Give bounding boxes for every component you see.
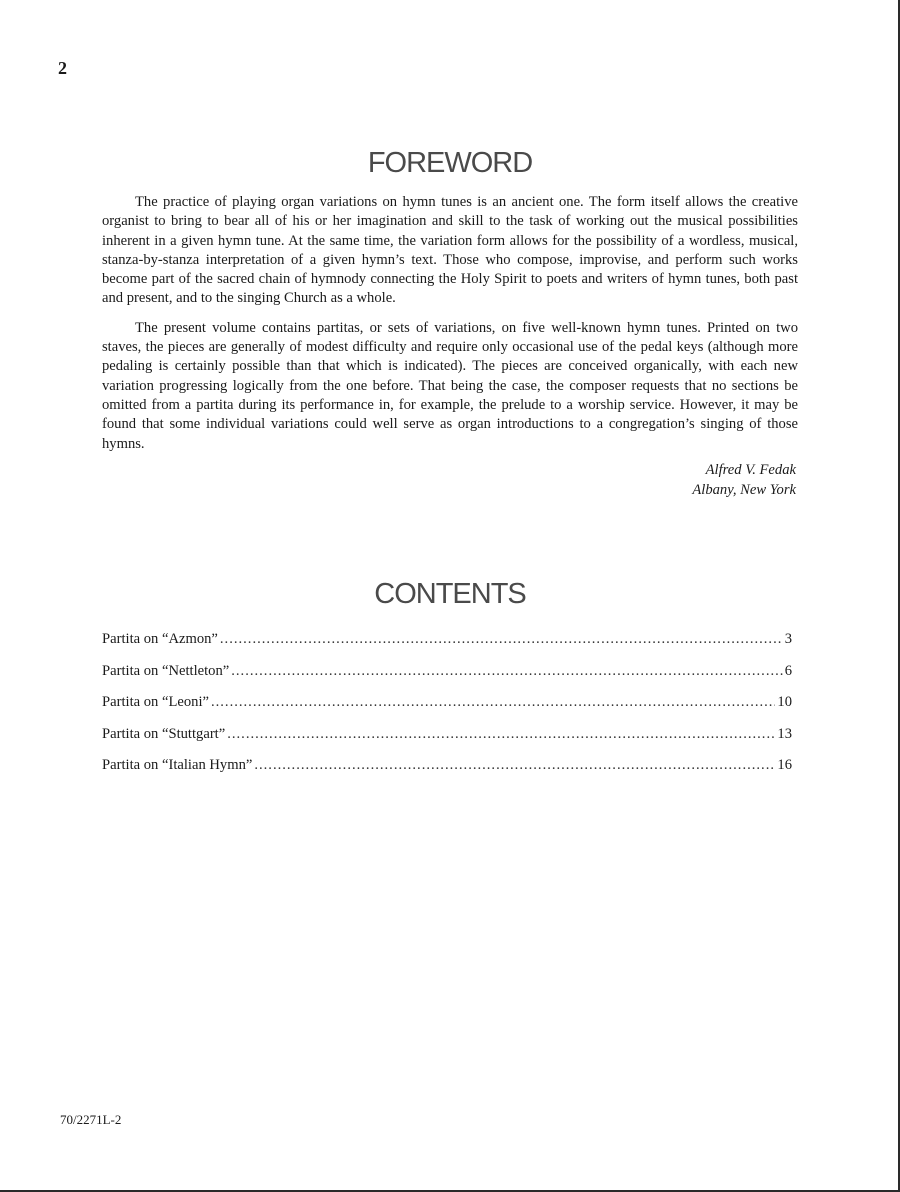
signature-location: Albany, New York bbox=[692, 482, 796, 498]
foreword-paragraph: The practice of playing organ variations on hymn tunes is an ancient one. The form itself allows the creative organist to bring to bear all of his or her imagination and skill to the task of working out the musical possibilities inherent in a given hymn tune. At the same time, the variation form allows for the possibility of a wordless, musical, stanza-by-stanza interpretation of a given hymn’s text. Those who compose, improvise, and perform such works become part of the sacred chain of hymnody connecting the Holy Spirit to poets and writers of hymn tunes, both past and present, and to the singing Church as a whole. bbox=[102, 194, 798, 307]
contents-heading: CONTENTS bbox=[374, 578, 526, 610]
toc-dot-leader bbox=[220, 631, 783, 648]
toc-entry-title: Partita on “Stuttgart” bbox=[102, 725, 226, 742]
toc-entry bbox=[102, 631, 792, 663]
toc-entry-page: 10 bbox=[777, 694, 792, 710]
page-number: 2 bbox=[58, 58, 67, 78]
toc-entry-title: Partita on “Italian Hymn” bbox=[102, 757, 253, 773]
toc-dot-leader bbox=[211, 694, 775, 711]
toc-dot-leader bbox=[227, 726, 775, 743]
toc-entry bbox=[102, 663, 792, 695]
catalog-number: 70/2271L-2 bbox=[60, 1112, 122, 1127]
toc-dot-leader bbox=[254, 757, 775, 774]
foreword-body bbox=[102, 193, 798, 464]
toc-dot-leader bbox=[231, 663, 782, 680]
toc-entry-page: 3 bbox=[784, 631, 792, 647]
table-of-contents bbox=[102, 631, 792, 789]
toc-entry bbox=[102, 694, 792, 726]
toc-entry-page: 16 bbox=[777, 757, 792, 773]
foreword-heading: FOREWORD bbox=[367, 147, 533, 179]
toc-entry bbox=[102, 726, 792, 758]
toc-entry-title: Partita on “Azmon” bbox=[102, 631, 218, 647]
toc-entry-title: Partita on “Leoni” bbox=[102, 694, 209, 710]
toc-entry bbox=[102, 757, 792, 789]
foreword-paragraph: The present volume contains partitas, or sets of variations, on five well-known hymn tunes. Printed on two staves, the pieces are generally of modest difficulty and require only occasional use of the pedal keys (although more pedaling is certainly possible than that which is indicated). The pieces are conceived organically, with each new variation progressing logically from the one before. That being the case, the composer requests that no sections be omitted from a partita during its performance in, for example, the prelude to a worship service. However, it may be found that some individual variations could well serve as organ introductions to a congregation’s singing of those hymns. bbox=[102, 319, 798, 452]
signature-name: Alfred V. Fedak bbox=[705, 462, 796, 478]
signature bbox=[692, 460, 796, 500]
toc-entry-title: Partita on “Nettleton” bbox=[102, 662, 230, 679]
toc-entry-page: 13 bbox=[777, 725, 792, 742]
toc-entry-page: 6 bbox=[784, 662, 792, 679]
